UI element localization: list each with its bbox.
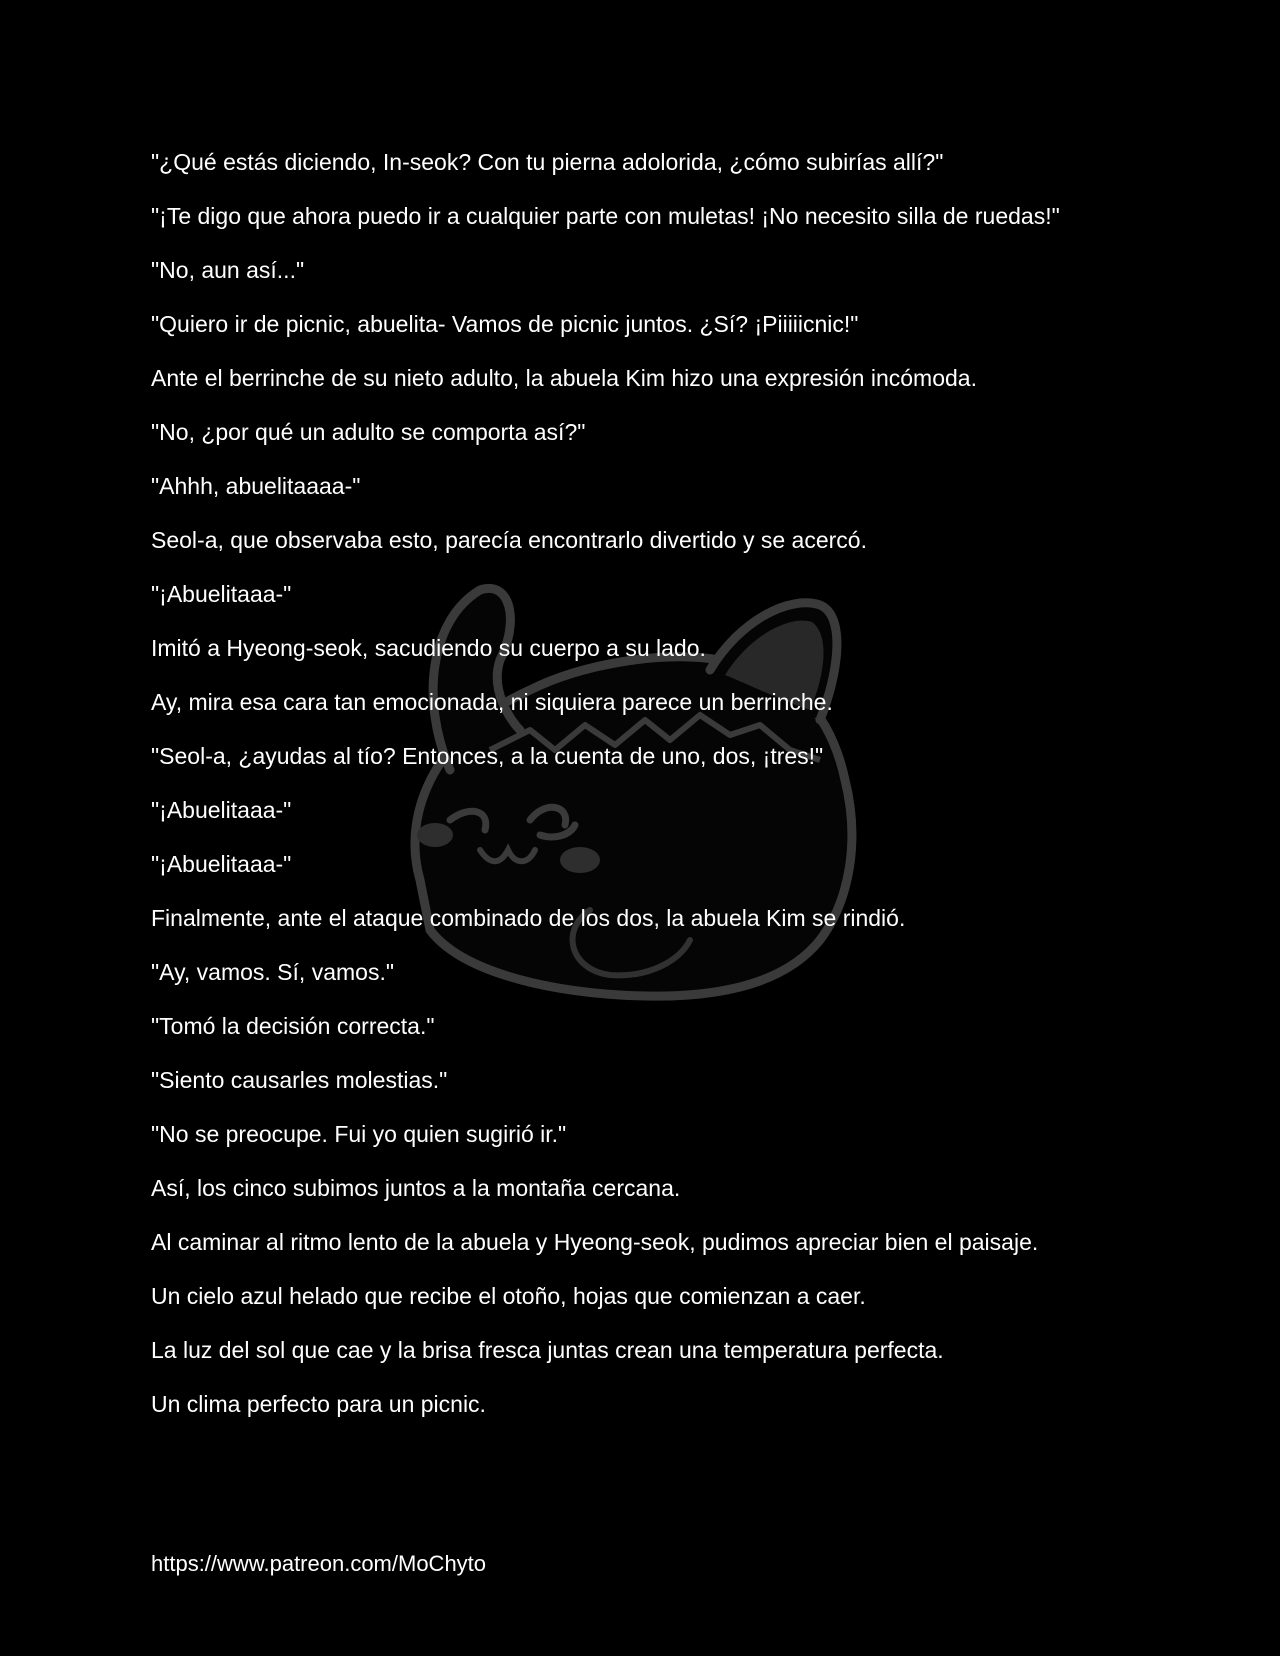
paragraph: Ante el berrinche de su nieto adulto, la abuela Kim hizo una expresión incómoda. [151,365,977,391]
paragraph: Un cielo azul helado que recibe el otoño, hojas que comienzan a caer. [151,1283,866,1309]
paragraph: "¡Abuelitaaa-" [151,797,292,823]
paragraph: La luz del sol que cae y la brisa fresca juntas crean una temperatura perfecta. [151,1337,944,1363]
paragraph: "¡Te digo que ahora puedo ir a cualquier parte con muletas! ¡No necesito silla de ruedas!" [151,203,1060,229]
paragraph: "Tomó la decisión correcta." [151,1013,435,1039]
paragraph: "No se preocupe. Fui yo quien sugirió ir." [151,1121,567,1147]
paragraph: "Ahhh, abuelitaaaa-" [151,473,361,499]
paragraph: "¡Abuelitaaa-" [151,581,292,607]
paragraph: "Siento causarles molestias." [151,1067,448,1093]
patreon-link[interactable]: https://www.patreon.com/MoChyto [151,1551,487,1576]
paragraph: Ay, mira esa cara tan emocionada, ni siquiera parece un berrinche. [151,689,833,715]
paragraph: "¡Abuelitaaa-" [151,851,292,877]
paragraph: "Seol-a, ¿ayudas al tío? Entonces, a la cuenta de uno, dos, ¡tres!" [151,743,824,769]
story-text [151,146,1141,1442]
paragraph: Así, los cinco subimos juntos a la montaña cercana. [151,1175,681,1201]
paragraph: "¿Qué estás diciendo, In-seok? Con tu pierna adolorida, ¿cómo subirías allí?" [151,149,944,175]
paragraph: "No, ¿por qué un adulto se comporta así?" [151,419,586,445]
paragraph: Finalmente, ante el ataque combinado de los dos, la abuela Kim se rindió. [151,905,906,931]
paragraph: "Ay, vamos. Sí, vamos." [151,959,394,985]
paragraph: Seol-a, que observaba esto, parecía encontrarlo divertido y se acercó. [151,527,867,553]
paragraph: Un clima perfecto para un picnic. [151,1391,486,1417]
paragraph: Al caminar al ritmo lento de la abuela y Hyeong-seok, pudimos apreciar bien el paisaje. [151,1229,1039,1255]
paragraph: "No, aun así..." [151,257,305,283]
paragraph: Imitó a Hyeong-seok, sacudiendo su cuerpo a su lado. [151,635,706,661]
paragraph: "Quiero ir de picnic, abuelita- Vamos de picnic juntos. ¿Sí? ¡Piiiiicnic!" [151,311,859,337]
